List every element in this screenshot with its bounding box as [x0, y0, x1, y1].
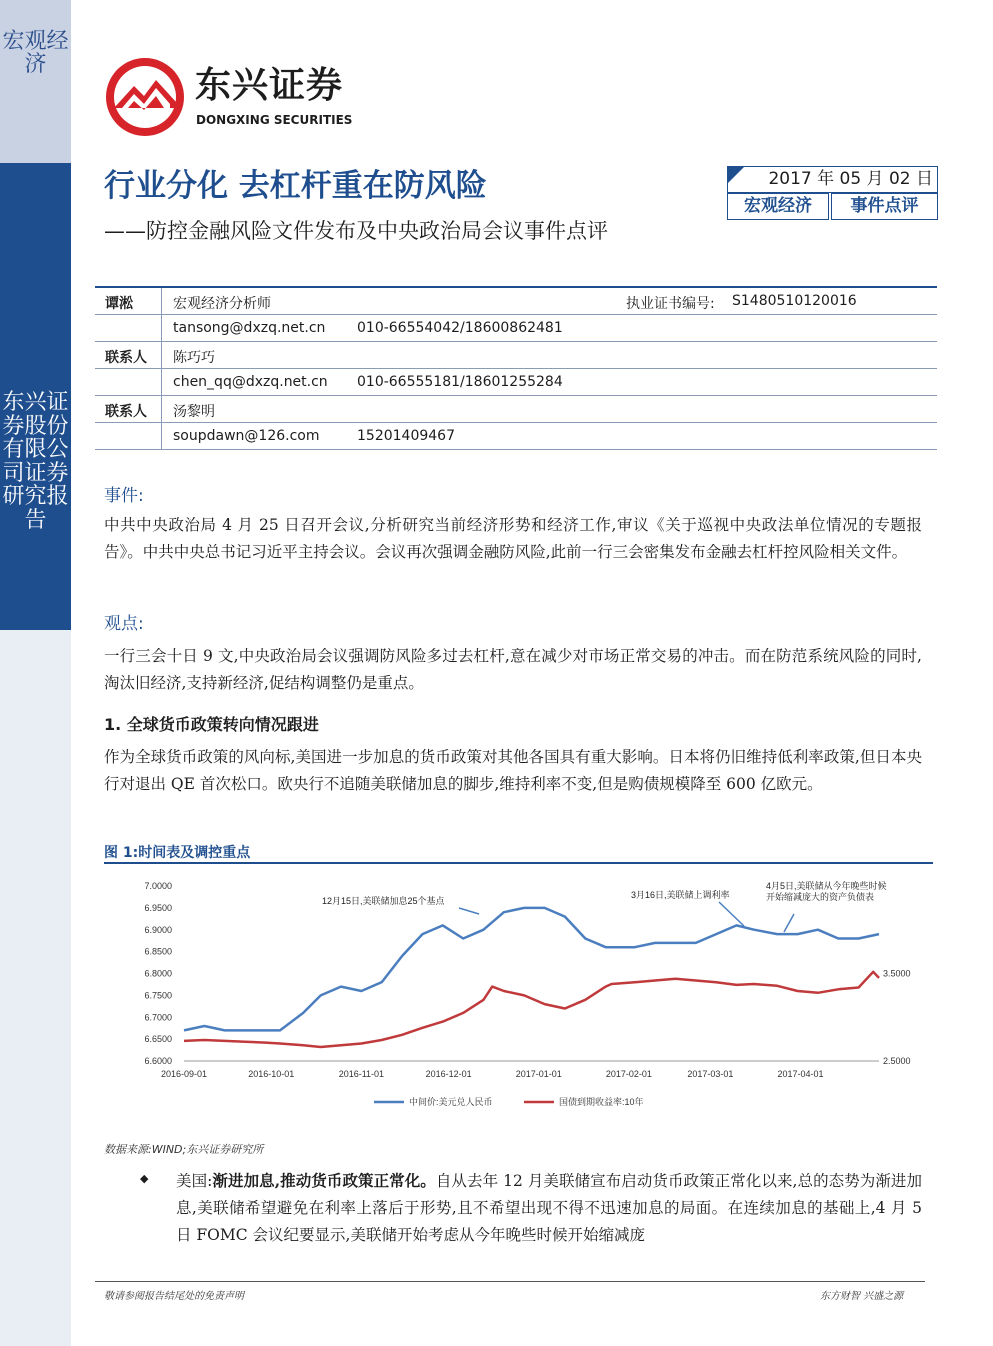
- section-heading-1: 1. 全球货币政策转向情况跟进: [104, 715, 319, 734]
- contact-row: [95, 369, 937, 396]
- contact-row: [95, 315, 937, 342]
- y-left-tick-label: 6.8500: [144, 946, 172, 957]
- annotation-arrow-2: [719, 902, 744, 926]
- footer-slogan: 东方财智 兴盛之源: [820, 1291, 904, 1302]
- x-tick-label: 2016-12-01: [425, 1069, 472, 1079]
- contact-row: [95, 396, 937, 423]
- contact-role: 谭淞: [105, 296, 133, 312]
- y-left-tick-label: 6.8000: [144, 968, 172, 979]
- tag-event-review: 事件点评: [831, 193, 938, 220]
- y-left-tick-label: 6.9000: [144, 924, 172, 935]
- y-right-tick-label: 2.5000: [883, 1056, 911, 1066]
- sidebar-bottom-panel: [0, 630, 71, 1346]
- bullet-text: 自从去年 12 月美联储宣布启动货币政策正常化以来,总的态势为渐进加息,美联储希望避免在利率上落后于形势,且不希望出现不得不迅速加息的局面。在连续加息的基础上,4 月 5 日 FOMC 会议纪要显示,美联储开始考虑从今年晚些时候开始缩减庞: [176, 1172, 922, 1244]
- footer-disclaimer: 敬请参阅报告结尾处的免责声明: [104, 1291, 244, 1302]
- contact-name: 汤黎明: [173, 404, 215, 420]
- contact-email[interactable]: chen_qq@dxzq.net.cn: [173, 374, 328, 390]
- contact-row: [95, 286, 937, 315]
- contact-name: 陈巧巧: [173, 350, 215, 366]
- contact-phone: 15201409467: [357, 428, 455, 444]
- report-date: 2017 年 05 月 02 日: [768, 169, 933, 189]
- sidebar-company-panel: [0, 163, 71, 630]
- sidebar-category: 宏观经济: [2, 29, 69, 77]
- brand-name-cn: 东兴证券: [195, 65, 344, 106]
- x-tick-label: 2017-02-01: [605, 1069, 652, 1079]
- report-title: 行业分化 去杠杆重在防风险: [104, 168, 487, 204]
- footer-divider: [95, 1281, 925, 1282]
- view-paragraph: 一行三会十日 9 文,中央政治局会议强调防风险多过去杠杆,意在减少对市场正常交易的冲击。而在防范系统风险的同时,淘汰旧经济,支持新经济,促结构调整仍是重点。: [104, 647, 922, 692]
- series-line-1: [184, 972, 879, 1047]
- section-1-paragraph: 作为全球货币政策的风向标,美国进一步加息的货币政策对其他各国具有重大影响。日本将仍旧维持低利率政策,但日本央行对退出 QE 首次松口。欧央行不追随美联储加息的脚步,维持利率不变,但是购债规模降至 600 亿欧元。: [104, 748, 922, 793]
- report-subtitle: ——防控金融风险文件发布及中央政治局会议事件点评: [104, 219, 608, 243]
- figure-title: 图 1:时间表及调控重点: [104, 845, 251, 861]
- view-heading: 观点:: [104, 614, 144, 634]
- annotation-arrow-3: [784, 914, 794, 932]
- annotation-2: 3月16日,美联储上调利率: [631, 890, 730, 900]
- x-tick-label: 2017-03-01: [687, 1069, 734, 1079]
- sidebar-company: 东兴证券股份有限公司证券研究报告: [2, 390, 69, 533]
- date-box: [727, 166, 938, 193]
- y-left-tick-label: 6.7000: [144, 1012, 172, 1023]
- sidebar-category-panel: [0, 0, 71, 163]
- contact-phone: 010-66554042/18600862481: [357, 320, 563, 336]
- contact-row: [95, 342, 937, 369]
- y-left-tick-label: 6.7500: [144, 990, 172, 1001]
- event-paragraph: 中共中央政治局 4 月 25 日召开会议,分析研究当前经济形势和经济工作,审议《关于巡视中央政法单位情况的专题报告》。中共中央总书记习近平主持会议。会议再次强调金融防风险,此前一行三会密集发布金融去杠杆控风险相关文件。: [104, 516, 922, 561]
- contact-email[interactable]: soupdawn@126.com: [173, 428, 320, 444]
- contact-table: [95, 286, 937, 450]
- x-tick-label: 2017-01-01: [515, 1069, 562, 1079]
- legend-label-0: 中间价:美元兑人民币: [409, 1097, 493, 1107]
- event-heading: 事件:: [104, 486, 144, 506]
- bullet-diamond-icon: ◆: [140, 1172, 149, 1185]
- x-tick-label: 2016-10-01: [248, 1069, 295, 1079]
- contact-email[interactable]: tansong@dxzq.net.cn: [173, 320, 326, 336]
- dongxing-logo-icon: [104, 56, 186, 138]
- contact-phone: 010-66555181/18601255284: [357, 374, 563, 390]
- contact-title: 宏观经济分析师: [173, 296, 271, 312]
- legend-label-1: 国债到期收益率:10年: [559, 1097, 644, 1107]
- bullet-bold: 渐进加息,推动货币政策正常化。: [212, 1171, 436, 1190]
- contact-role: 联系人: [105, 350, 147, 366]
- y-left-tick-label: 6.9500: [144, 902, 172, 913]
- figure-source: 数据来源:WIND;东兴证券研究所: [104, 1143, 264, 1156]
- line-chart: [104, 864, 933, 1127]
- y-right-tick-label: 3.5000: [883, 968, 911, 979]
- x-tick-label: 2017-04-01: [777, 1069, 824, 1079]
- chart-container: [104, 862, 933, 1129]
- bullet-paragraph: [176, 1167, 922, 1249]
- cert-label: 执业证书编号:: [626, 296, 715, 312]
- contact-row: [95, 423, 937, 450]
- tag-macro: 宏观经济: [727, 193, 829, 220]
- brand-name-en: DONGXING SECURITIES: [196, 113, 353, 127]
- y-left-tick-label: 7.0000: [144, 881, 172, 891]
- y-left-tick-label: 6.6000: [144, 1056, 172, 1066]
- bullet-lead: 美国:: [176, 1172, 213, 1190]
- annotation-arrow-1: [459, 908, 479, 914]
- corner-triangle-icon: [728, 167, 744, 183]
- cert-number: S1480510120016: [732, 293, 857, 309]
- annotation-3: 4月5日,美联储从今年晚些时候开始缩减庞大的资产负债表: [766, 881, 887, 902]
- y-left-tick-label: 6.6500: [144, 1034, 172, 1045]
- annotation-1: 12月15日,美联储加息25个基点: [322, 896, 445, 906]
- x-tick-label: 2016-09-01: [160, 1069, 208, 1079]
- x-tick-label: 2016-11-01: [338, 1069, 385, 1079]
- contact-role: 联系人: [105, 404, 147, 420]
- series-line-0: [184, 908, 879, 1031]
